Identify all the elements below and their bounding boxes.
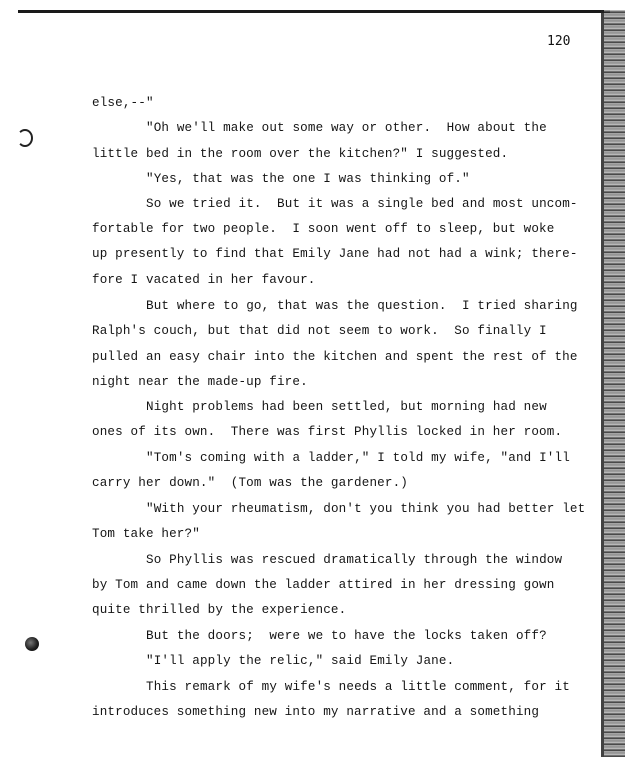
text-line: "Oh we'll make out some way or other. How about the bbox=[146, 121, 547, 135]
text-line: pulled an easy chair into the kitchen and spent the rest of the bbox=[92, 350, 578, 364]
text-line: So we tried it. But it was a single bed and most uncom- bbox=[146, 197, 578, 211]
text-line: "Tom's coming with a ladder," I told my wife, "and I'll bbox=[146, 451, 570, 465]
text-line: Tom take her?" bbox=[92, 527, 200, 541]
text-line: fore I vacated in her favour. bbox=[92, 273, 316, 287]
text-line: "I'll apply the relic," said Emily Jane. bbox=[146, 654, 455, 668]
text-line: "Yes, that was the one I was thinking of." bbox=[146, 172, 470, 186]
text-line: introduces something new into my narrative and a something bbox=[92, 705, 540, 719]
text-line: carry her down." (Tom was the gardener.) bbox=[92, 476, 409, 490]
text-line: Night problems had been settled, but morning had new bbox=[146, 400, 547, 414]
text-line: up presently to find that Emily Jane had not had a wink; there- bbox=[92, 247, 578, 261]
text-line: night near the made-up fire. bbox=[92, 375, 308, 389]
text-line: But the doors; were we to have the locks taken off? bbox=[146, 629, 547, 643]
binder-hole-mark-top bbox=[17, 129, 33, 147]
text-line: So Phyllis was rescued dramatically through the window bbox=[146, 553, 563, 567]
text-line: little bed in the room over the kitchen?" I suggested. bbox=[92, 147, 509, 161]
text-line: else,--" bbox=[92, 96, 154, 110]
text-line: Ralph's couch, but that did not seem to work. So finally I bbox=[92, 324, 547, 338]
text-line: fortable for two people. I soon went off to sleep, but woke bbox=[92, 222, 555, 236]
page-right-edge-shadow bbox=[601, 10, 625, 757]
text-line: But where to go, that was the question. I tried sharing bbox=[146, 299, 578, 313]
text-line: ones of its own. There was first Phyllis locked in her room. bbox=[92, 425, 563, 439]
binder-hole-mark-bottom bbox=[25, 637, 39, 651]
text-line: quite thrilled by the experience. bbox=[92, 603, 347, 617]
text-line: "With your rheumatism, don't you think you had better let bbox=[146, 502, 586, 516]
page-top-edge bbox=[18, 10, 610, 13]
text-line: This remark of my wife's needs a little comment, for it bbox=[146, 680, 570, 694]
page-number: 120 bbox=[547, 34, 571, 49]
text-line: by Tom and came down the ladder attired in her dressing gown bbox=[92, 578, 555, 592]
